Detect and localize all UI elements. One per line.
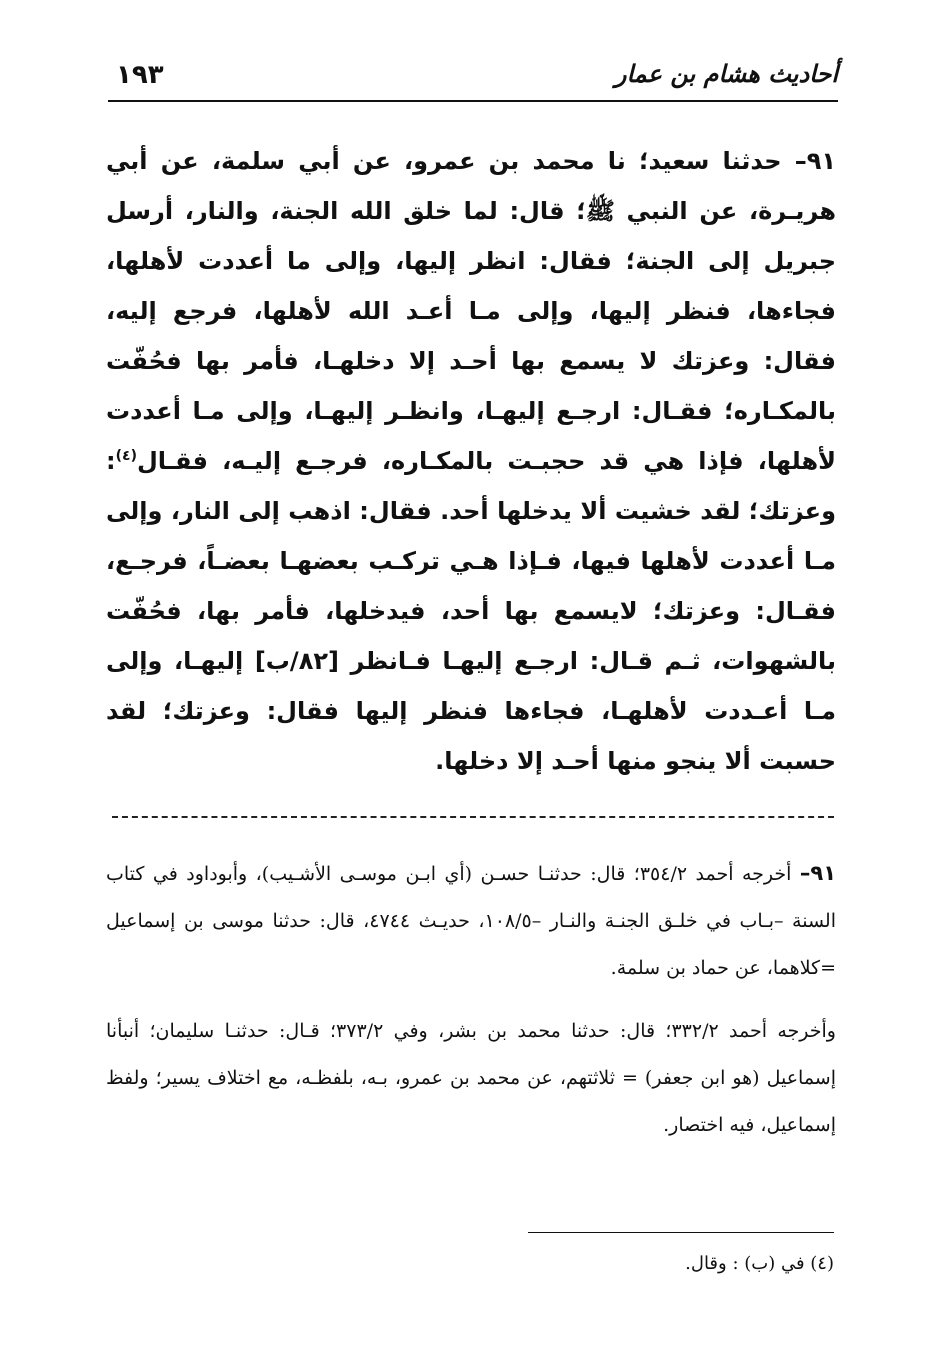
hadith-text <box>106 136 836 786</box>
commentary-paragraph-1 <box>106 850 836 992</box>
book-title: أحاديث هشام بن عمار <box>614 60 838 88</box>
commentary-text-1: أخرجه أحمد ٣٥٤/٢؛ قال: حدثنـا حسـن (أي ابـن موسـى الأشـيب)، وأبوداود في كتاب السنة –بـاب في خلـق الجنـة والنـار –١٠٨/٥، حديـث ٤٧٤٤، قال: حدثنا موسى بن إسماعيل =كلاهما، عن حماد بن سلمة. <box>106 863 836 979</box>
hadith-text-part1: حدثنا سعيد؛ نا محمد بن عمرو، عن أبي سلمة، عن أبي هريـرة، عن النبي ﷺ؛ قال: لما خلق الله الجنة، والنار، أرسل جبريل إلى الجنة؛ فقال: انظر إليها، وإلى ما أعددت لأهلها، فجاءها، فنظر إليها، وإلى مـا أعـد الله لأهلها، فرجع إليه، فقال: وعزتك لا يسمع بها أحـد إلا دخلهـا، فأمر بها فحُفّت بالمكـاره؛ فقـال: ارجـع إليهـا، وانظـر إليهـا، وإلى مـا أعددت لأهلها، فإذا هي قد حجبـت بالمكـاره، فرجـع إليـه، فقـال <box>106 147 836 475</box>
commentary-paragraph-2 <box>106 1008 836 1149</box>
takhrij-commentary <box>106 850 836 1165</box>
running-header <box>108 56 838 100</box>
footnote-reference[interactable]: (٤) <box>115 448 137 464</box>
hadith-number: ٩١– <box>794 147 836 175</box>
footnote-rule <box>528 1232 834 1233</box>
hadith-text-part2: : وعزتك؛ لقد خشيت ألا يدخلها أحد. فقال: اذهب إلى النار، وإلى مـا أعددت لأهلها فيها، فـإذا هـي تركـب بعضهـا بعضـاً، فرجـع، فقـال: وعزتك؛ لايسمع بها أحد، فيدخلها، فأمر بها، فحُفّت بالشهوات، ثـم قـال: ارجـع إليهـا فـانظر [٨٢/ب] إليهـا، وإلى مـا أعـددت لأهلهـا، فجاءها فنظر إليها فقال: وعزتك؛ لقد حسبت ألا ينجو منها أحـد إلا دخلها. <box>106 447 836 775</box>
section-divider <box>112 816 834 818</box>
footnote: (٤) في (ب) : وقال. <box>685 1253 834 1274</box>
commentary-text-2: وأخرجه أحمد ٣٣٢/٢؛ قال: حدثنا محمد بن بشر، وفي ٣٧٣/٢؛ قـال: حدثنـا سليمان؛ أنبأنا إسماعيل (هو ابن جعفر) = ثلاثتهم، عن محمد بن عمرو، بـه، بلفظـه، مع اختلاف يسير؛ ولفظ إسماعيل، فيه اختصار. <box>106 1020 836 1136</box>
page-number: ١٩٣ <box>116 60 164 90</box>
commentary-number: ٩١– <box>799 861 837 885</box>
header-rule <box>108 100 838 102</box>
